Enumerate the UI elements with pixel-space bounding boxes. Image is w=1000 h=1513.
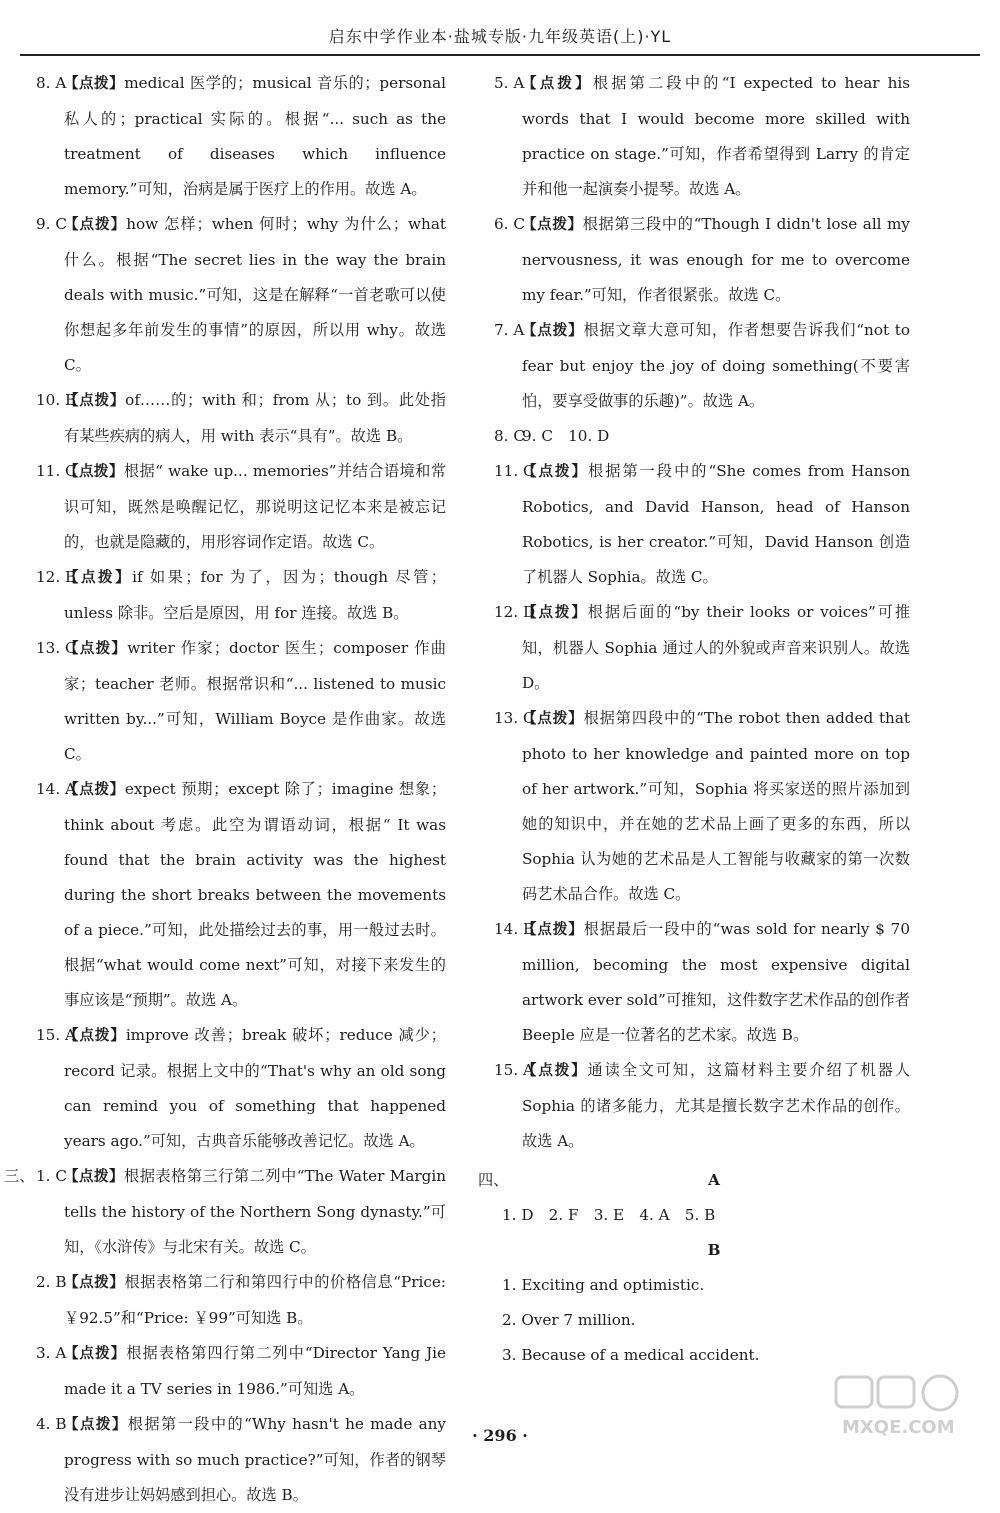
answer-number: 6. C bbox=[494, 215, 525, 233]
answer-item bbox=[478, 207, 910, 313]
hint-tag: 【点拨】 bbox=[522, 711, 584, 727]
answer-explanation: 根据表格第四行第二列中“Director Yang Jie made it a TV series in 1986.”可知选 A。 bbox=[64, 1344, 447, 1398]
answer-item bbox=[4, 1159, 446, 1265]
part-b-answer: 2. Over 7 million. bbox=[502, 1311, 636, 1329]
hint-tag: 【点拨】 bbox=[64, 1346, 127, 1362]
hint-tag: 【点拨】 bbox=[522, 1063, 588, 1079]
answer-number: 11. C bbox=[494, 462, 535, 480]
answer-item bbox=[20, 454, 446, 560]
answer-item bbox=[20, 207, 446, 383]
answer-explanation: 根据后面的“by their looks or voices”可推知，机器人 Sophia 通过人的外貌或声音来识别人。故选 D。 bbox=[522, 603, 911, 692]
answer-item bbox=[478, 419, 910, 454]
answer-explanation: 根据最后一段中的“was sold for nearly $ 70 million, becoming the most expensive digital artwork ever sold”可推知，这件数字艺术作品的创作者 Beeple 应是一位著名的艺术家。故选 B。 bbox=[522, 920, 911, 1044]
hint-tag: 【点拨】 bbox=[64, 1275, 125, 1291]
answer-explanation: writer 作家；doctor 医生；composer 作曲家；teacher 老师。根据常识和“... listened to music written by...”可知，William Boyce 是作曲家。故选 C。 bbox=[64, 639, 446, 763]
answer-item bbox=[478, 912, 910, 1053]
answer-explanation: 根据第一段中的“Why hasn't he made any progress with so much practice?”可知，作者的钢琴没有进步让妈妈感到担心。故选 B。 bbox=[64, 1415, 447, 1504]
answer-item bbox=[20, 1018, 446, 1159]
answer-number: 2. B bbox=[36, 1273, 67, 1291]
answer-explanation: how 怎样；when 何时；why 为什么；what 什么。根据“The secret lies in the way the brain deals with music.”可知，这是在解释“一首老歌可以使你想起多年前发生的事情”的原因，所以用 why。故选 C。 bbox=[64, 215, 446, 374]
hint-tag: 【点拨】 bbox=[64, 641, 128, 657]
answer-explanation: of……的；with 和；from 从；to 到。此处指有某些疾病的病人，用 with 表示“具有”。故选 B。 bbox=[64, 391, 446, 445]
answer-explanation: 9. C 10. D bbox=[522, 427, 610, 445]
answer-item bbox=[478, 454, 910, 595]
answer-item bbox=[20, 1265, 446, 1336]
section-4 bbox=[478, 1163, 910, 1373]
answer-explanation: medical 医学的；musical 音乐的；personal 私人的；practical 实际的。根据“... such as the treatment of diseases which influence memory.”可知，治病是属于医疗上的作用。故选 A。 bbox=[64, 74, 446, 198]
answer-number: 5. A bbox=[494, 74, 525, 92]
answer-number: 9. C bbox=[36, 215, 67, 233]
part-b-answer: 1. Exciting and optimistic. bbox=[502, 1276, 705, 1294]
answer-explanation: if 如果；for 为了，因为；though 尽管；unless 除非。空后是原因，用 for 连接。故选 B。 bbox=[64, 568, 446, 622]
answer-item bbox=[478, 1053, 910, 1159]
answer-number: 8. A bbox=[36, 74, 67, 92]
answer-item bbox=[478, 595, 910, 701]
part-b-answer: 3. Because of a medical accident. bbox=[502, 1346, 760, 1364]
answer-item bbox=[20, 772, 446, 1018]
watermark-logo bbox=[832, 1371, 982, 1441]
hint-tag: 【点拨】 bbox=[64, 464, 124, 480]
answer-item bbox=[20, 631, 446, 772]
right-column bbox=[478, 66, 910, 1411]
answer-explanation: 根据文章大意可知，作者想要告诉我们“not to fear but enjoy the joy of doing something(不要害怕，要享受做事的乐趣)”。故选 A。 bbox=[522, 321, 911, 410]
page-number: · 296 · bbox=[472, 1426, 528, 1445]
answer-number: 4. B bbox=[36, 1415, 67, 1433]
section-label: 三、 bbox=[4, 1167, 35, 1185]
answer-number: 11. C bbox=[36, 462, 77, 480]
answer-number: 7. A bbox=[494, 321, 525, 339]
answer-item bbox=[20, 1407, 446, 1513]
hint-tag: 【点拨】 bbox=[522, 605, 588, 621]
answer-number: 1. C bbox=[36, 1167, 67, 1185]
answer-number: 15. A bbox=[36, 1026, 76, 1044]
answer-explanation: expect 预期；except 除了；imagine 想象；think about 考虑。此空为谓语动词，根据“ It was found that the brain activity was the highest during the short breaks between the movements of a piece.”可知，此处描绘过去的事，用一般过去时。根据“what would come next”可知，对接下来发生的事应该是“预期”。故选 A。 bbox=[64, 780, 447, 1009]
answer-number: 3. A bbox=[36, 1344, 67, 1362]
header-title: 启东中学作业本·盐城专版·九年级英语(上)·YL bbox=[328, 27, 672, 46]
answer-explanation: 根据第四段中的“The robot then added that photo to her knowledge and painted more on top of her artwork.”可知，Sophia 将买家送的照片添加到她的知识中，并在她的艺术品上画了更多的东西，所以 Sophia 认为她的艺术品是人工智能与收藏家的第一次数码艺术品合作。故选 C。 bbox=[522, 709, 911, 903]
hint-tag: 【点拨】 bbox=[64, 393, 126, 409]
answer-number: 13. C bbox=[36, 639, 77, 657]
answer-number: 8. C bbox=[494, 427, 525, 445]
answer-explanation: 根据“ wake up... memories”并结合语境和常识可知，既然是唤醒记忆，那说明这记忆本来是被忘记的，也就是隐藏的，用形容词作定语。故选 C。 bbox=[64, 462, 447, 551]
hint-tag: 【点拨】 bbox=[522, 464, 589, 480]
answer-item bbox=[20, 66, 446, 207]
answer-item bbox=[20, 560, 446, 631]
part-b-heading: B bbox=[707, 1241, 721, 1259]
answer-number: 10. B bbox=[36, 391, 77, 409]
hint-tag: 【点拨】 bbox=[522, 76, 593, 92]
answer-item bbox=[20, 1336, 446, 1407]
answer-number: 14. B bbox=[494, 920, 535, 938]
hint-tag: 【点拨】 bbox=[522, 217, 583, 233]
left-column bbox=[4, 66, 447, 1504]
running-header bbox=[20, 24, 980, 56]
answer-explanation: improve 改善；break 破坏；reduce 减少；record 记录。根据上文中的“That's why an old song can remind you of something that happened years ago.”可知，古典音乐能够改善记忆。故选 A。 bbox=[64, 1026, 446, 1150]
hint-tag: 【点拨】 bbox=[522, 323, 584, 339]
answer-explanation: 根据第三段中的“Though I didn't lose all my nervousness, it was enough for me to overcome my fear.”可知，作者很紧张。故选 C。 bbox=[522, 215, 910, 304]
part-a-heading: A bbox=[708, 1171, 720, 1189]
answer-item bbox=[478, 701, 910, 912]
hint-tag: 【点拨】 bbox=[64, 1169, 125, 1185]
hint-tag: 【点拨】 bbox=[64, 782, 125, 798]
section-label: 四、 bbox=[478, 1171, 509, 1189]
answer-item bbox=[478, 66, 910, 207]
answer-explanation: 根据第一段中的“She comes from Hanson Robotics, and David Hanson, head of Hanson Robotics, is her creator.”可知，David Hanson 创造了机器人 Sophia。故选 C。 bbox=[522, 462, 910, 586]
hint-tag: 【点拨】 bbox=[64, 76, 125, 92]
answer-number: 15. A bbox=[494, 1061, 534, 1079]
answer-item bbox=[20, 383, 446, 454]
hint-tag: 【点拨】 bbox=[64, 570, 133, 586]
hint-tag: 【点拨】 bbox=[64, 1028, 126, 1044]
hint-tag: 【点拨】 bbox=[522, 922, 584, 938]
answer-explanation: 根据表格第三行第二列中“The Water Margin tells the history of the Northern Song dynasty.”可知，《水浒传》与北宋有关。故选 C。 bbox=[64, 1167, 446, 1256]
answer-item bbox=[478, 313, 910, 419]
answer-number: 14. A bbox=[36, 780, 76, 798]
answer-explanation: 根据表格第二行和第四行中的价格信息“Price: ￥92.5”和“Price: ￥99”可知选 B。 bbox=[64, 1273, 446, 1327]
hint-tag: 【点拨】 bbox=[64, 1417, 128, 1433]
answer-explanation: 通读全文可知，这篇材料主要介绍了机器人 Sophia 的诸多能力，尤其是擅长数字艺术作品的创作。故选 A。 bbox=[522, 1061, 911, 1150]
svg-text:MXQE.COM: MXQE.COM bbox=[842, 1417, 955, 1438]
answer-number: 12. D bbox=[494, 603, 536, 621]
answer-number: 12. B bbox=[36, 568, 77, 586]
answer-number: 13. C bbox=[494, 709, 535, 727]
hint-tag: 【点拨】 bbox=[64, 217, 127, 233]
part-a-answers: 1. D 2. F 3. E 4. A 5. B bbox=[502, 1206, 716, 1224]
answer-explanation: 根据第二段中的“I expected to hear his words that I would become more skilled with practice on stage.”可知，作者希望得到 Larry 的肯定并和他一起演奏小提琴。故选 A。 bbox=[522, 74, 911, 198]
